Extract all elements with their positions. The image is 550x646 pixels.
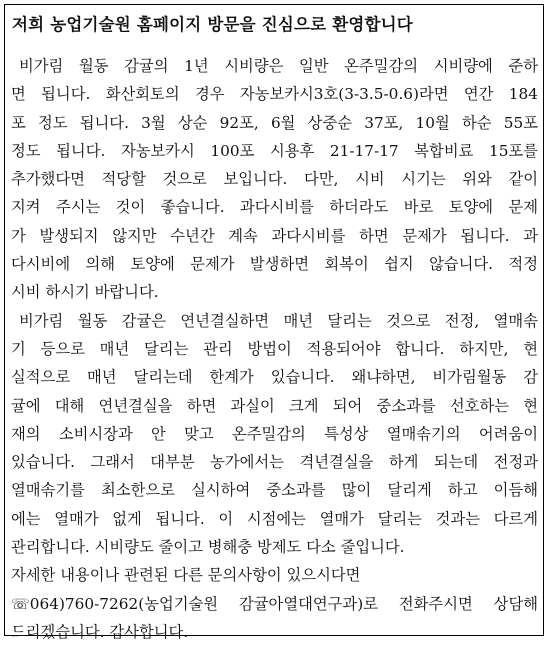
text-line: 다시비에 의해 토양에 문제가 발생하면 회복이 쉽지 않습니다. 적정 bbox=[11, 255, 538, 274]
text-line: 재의 소비시장과 안 맞고 온주밀감의 특성상 열매솎기의 어려움이 bbox=[11, 424, 538, 443]
text-line: 에는 열매가 없게 됩니다. 이 시점에는 열매가 달리는 것과는 다르게 bbox=[11, 509, 538, 528]
text-line: 비가림 월동 감귤의 1년 시비량은 일반 온주밀감의 시비량에 준하 bbox=[19, 57, 538, 75]
text-line: 가 발생되지 않지만 수년간 계속 과다시비를 하면 문제가 됩니다. 과 bbox=[11, 226, 538, 245]
contact-text: 064)760-7262(농업기술원 감귤아열대연구과)로 전화주시면 상담해 bbox=[29, 594, 538, 613]
text-line: 추가했다면 적당할 것으로 보입니다. 다만, 시비 시기는 위와 같이 bbox=[11, 170, 538, 189]
text-line: 관리합니다. 시비량도 줄이고 병해충 방제도 다소 줄입니다. bbox=[11, 538, 405, 557]
text-line: 정도 됩니다. 자농보카시 100포 시용후 21-17-17 복합비료 15포를 bbox=[11, 141, 538, 160]
text-line: 열매솎기를 최소한으로 실시하여 중소과를 많이 달리게 하고 이듬해 bbox=[11, 481, 538, 500]
telephone-icon: ☏ bbox=[11, 594, 30, 613]
text-line: 면 됩니다. 화산회토의 경우 자농보카시3호(3-3.5-0.6)라면 연간 184 bbox=[11, 85, 538, 104]
text-line: 지켜 주시는 것이 좋습니다. 과다시비를 하더라도 바로 토양에 문제 bbox=[11, 198, 538, 217]
text-line: 귤에 대해 연년결실을 하면 과실이 크게 되어 중소과를 선호하는 현 bbox=[11, 396, 538, 415]
paragraph-lines bbox=[11, 52, 538, 590]
page-title: 저희 농업기술원 홈페이지 방문을 진심으로 환영합니다 bbox=[12, 15, 413, 34]
text-line: 포 정도 됩니다. 3월 상순 92포, 6월 상중순 37포, 10월 하순 55포 bbox=[11, 113, 538, 132]
text-line: 자세한 내용이나 관련된 다른 문의사항이 있으시다면 bbox=[11, 566, 361, 585]
text-line: 실적으로 매년 달리는데 한계가 있습니다. 왜냐하면, 비가림월동 감 bbox=[11, 368, 538, 387]
text-line: 있습니다. 그래서 대부분 농가에서는 격년결실을 하게 되는데 전정과 bbox=[11, 453, 538, 472]
answer-body bbox=[11, 52, 538, 646]
text-line: 비가림 월동 감귤은 연년결실하면 매년 달리는 것으로 전정, 열매솎 bbox=[19, 311, 538, 330]
closing-line: 드리겠습니다. 감사합니다. bbox=[11, 622, 189, 641]
text-line: 기 등으로 매년 달리는 관리 방법이 적용되어야 합니다. 하지만, 현 bbox=[11, 339, 538, 358]
text-line: 시비 하시기 바랍니다. bbox=[11, 283, 159, 302]
contact-line bbox=[11, 590, 538, 618]
